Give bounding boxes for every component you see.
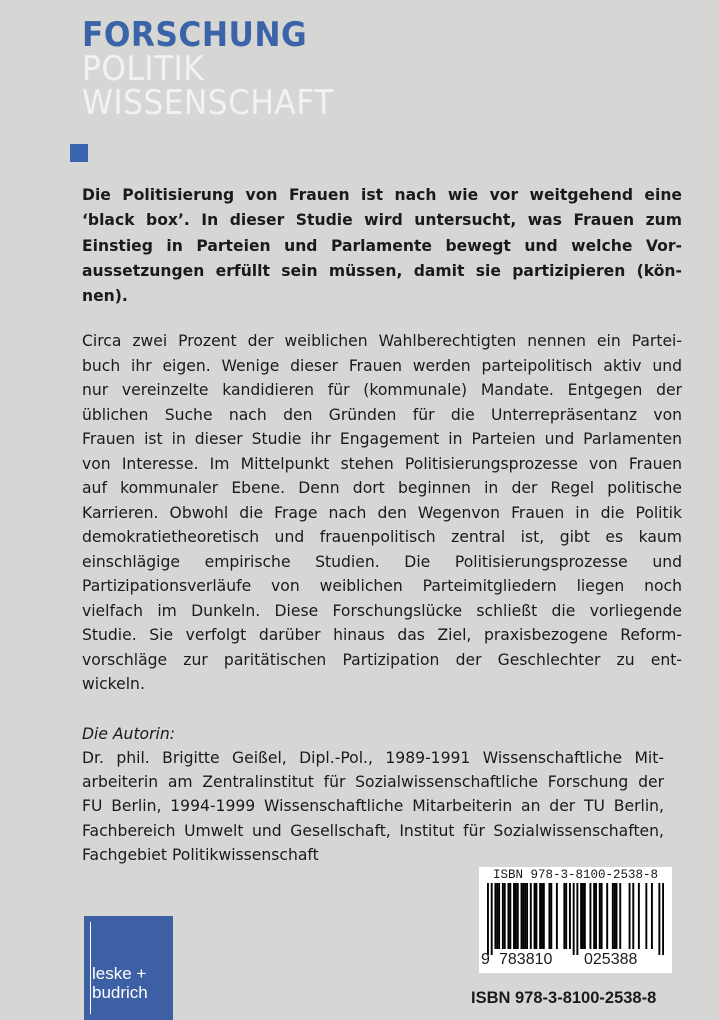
barcode-bar — [535, 883, 537, 949]
body-line: von Interesse. Im Mittelpunkt stehen Politisierungsprozesse von Frauen — [82, 454, 682, 473]
barcode-bar — [614, 883, 616, 949]
barcode-digits-right: 025388 — [584, 951, 638, 968]
barcode-bar — [548, 883, 550, 949]
publisher-logo — [84, 916, 173, 1020]
series-wissenschaft: WISSENSCHAFT — [82, 83, 334, 123]
barcode-bar — [530, 883, 532, 949]
barcode-bar — [616, 883, 618, 949]
barcode-bar — [589, 883, 591, 949]
barcode-bar — [515, 883, 517, 949]
author-line: FU Berlin, 1994-1999 Wissenschaftliche Mitarbeiterin an der TU Berlin, — [82, 797, 664, 816]
barcode-bar — [504, 883, 506, 949]
barcode-bar — [491, 883, 493, 955]
lead-line: ‘black box’. In dieser Studie wird untersucht, was Frauen zum — [82, 211, 682, 230]
logo-rule — [90, 922, 91, 1014]
barcode-bar — [569, 883, 571, 949]
barcode-bar — [517, 883, 519, 949]
body-line: Studie. Sie verfolgt darüber hinaus das Ziel, praxisbezogene Reform- — [82, 626, 682, 644]
barcode-bar — [638, 883, 640, 949]
barcode-bar — [563, 883, 565, 949]
barcode-bar — [582, 883, 584, 949]
barcode-digits-left: 783810 — [499, 951, 553, 968]
barcode-bar — [524, 883, 526, 949]
barcode-bar — [595, 883, 597, 949]
barcode-bar — [507, 883, 509, 949]
barcode-bar — [651, 883, 653, 949]
series-title — [82, 15, 356, 123]
lead-paragraph — [82, 183, 682, 309]
publisher-name — [92, 964, 148, 1002]
body-line: vorschläge zur paritätischen Partizipation der Geschlechter zu ent- — [82, 650, 682, 669]
series-square-mark — [70, 144, 88, 162]
barcode-bar — [521, 883, 523, 949]
barcode-bar — [612, 883, 614, 949]
barcode-bar — [534, 883, 536, 949]
body-line: nur vereinzelte kandidieren für (kommunale) Mandate. Entgegen der — [82, 381, 682, 399]
barcode-bar — [619, 883, 621, 949]
barcode-bar — [632, 883, 634, 949]
isbn-barcode — [479, 867, 672, 973]
barcode-bar — [543, 883, 545, 949]
body-line: Frauen ist in dieser Studie ihr Engagement in Parteien und Parlamenten — [82, 430, 682, 448]
barcode-bar — [539, 883, 541, 949]
barcode-bar — [629, 883, 631, 949]
barcode-bar — [526, 883, 528, 949]
description-paragraph — [82, 329, 682, 697]
barcode-bar — [556, 883, 558, 949]
barcode-bar — [606, 883, 608, 949]
body-line: wickeln. — [82, 675, 145, 693]
body-line: Circa zwei Prozent der weiblichen Wahlberechtigten nennen ein Partei- — [82, 332, 682, 350]
lead-line: Die Politisierung von Frauen ist nach wie vor weitgehend eine — [82, 186, 682, 204]
barcode-digit-first: 9 — [481, 951, 490, 968]
series-politik: POLITIK — [82, 49, 205, 89]
barcode-bars — [487, 883, 664, 955]
lead-line: nen). — [82, 287, 128, 306]
author-bio — [82, 746, 664, 867]
barcode-bar — [494, 883, 496, 949]
body-line: üblichen Suche nach den Gründen für die Unterrepräsentanz von — [82, 405, 682, 424]
barcode-bar — [573, 883, 575, 955]
body-line: Karrieren. Obwohl die Frage nach den Wegenvon Frauen in die Politik — [82, 503, 682, 522]
barcode-bar — [498, 883, 500, 949]
barcode-bar — [550, 883, 552, 949]
barcode-bar — [662, 883, 664, 955]
lead-line: aussetzungen erfüllt sein müssen, damit sie partizipieren (kön- — [82, 261, 682, 280]
publisher-name-line2: budrich — [92, 983, 148, 1002]
barcode-bar — [576, 883, 578, 955]
author-heading: Die Autorin: — [82, 725, 175, 743]
barcode-bar — [565, 883, 567, 949]
isbn-number: ISBN 978-3-8100-2538-8 — [471, 989, 657, 1007]
body-line: demokratietheoretisch und frauenpolitisch zentral ist, gibt es kaum — [82, 528, 682, 546]
author-line: Fachgebiet Politikwissenschaft — [82, 845, 319, 864]
barcode-bar — [593, 883, 595, 949]
barcode-bar — [584, 883, 586, 949]
barcode-bar — [487, 883, 489, 955]
barcode-bar — [496, 883, 498, 949]
author-line: arbeiterin am Zentralinstitut für Sozialwissenschaftliche Forschung der — [82, 773, 664, 792]
barcode-bar — [541, 883, 543, 949]
barcode-bar — [509, 883, 511, 949]
body-line: buch ihr eigen. Wenige dieser Frauen werden parteipolitisch aktiv und — [82, 356, 682, 375]
publisher-name-line1: leske + — [92, 964, 147, 983]
body-line: einschlägige empirische Studien. Die Politisierungsprozesse und — [82, 552, 682, 571]
barcode-bar — [601, 883, 603, 949]
lead-line: Einstieg in Parteien und Parlamente bewegt und welche Vor- — [82, 236, 682, 255]
body-line: auf kommunaler Ebene. Denn dort beginnen in der Regel politische — [82, 479, 682, 497]
barcode-bar — [658, 883, 660, 955]
barcode-bar — [580, 883, 582, 949]
body-line: Partizipationsverläufe von weiblichen Parteimitgliedern liegen noch — [82, 577, 682, 595]
author-line: Dr. phil. Brigitte Geißel, Dipl.-Pol., 1989-1991 Wissenschaftliche Mit- — [82, 749, 664, 767]
barcode-isbn-label: ISBN 978-3-8100-2538-8 — [492, 868, 659, 882]
barcode-bar — [599, 883, 601, 949]
body-line: vielfach im Dunkeln. Diese Forschungslücke schließt die vorliegende — [82, 601, 682, 620]
barcode-bar — [502, 883, 504, 949]
barcode-bar — [522, 883, 524, 949]
barcode-bar — [513, 883, 515, 949]
author-line: Fachbereich Umwelt und Gesellschaft, Institut für Sozialwissenschaften, — [82, 821, 664, 840]
series-forschung: FORSCHUNG — [82, 15, 308, 55]
barcode-bar — [645, 883, 647, 949]
